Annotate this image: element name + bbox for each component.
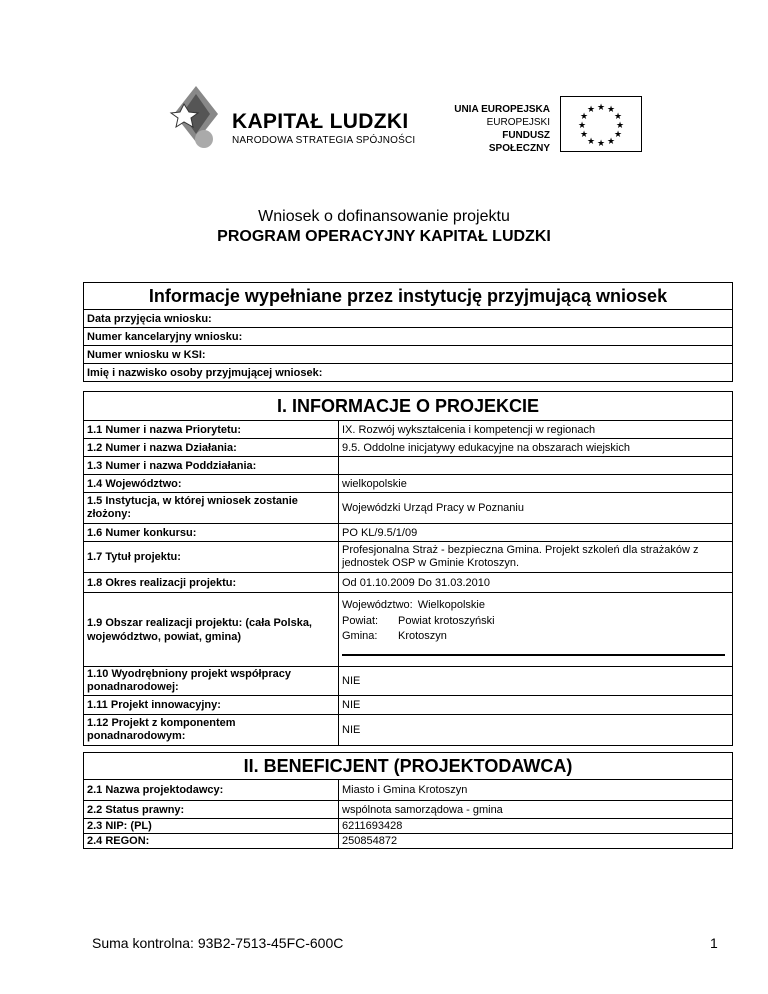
svg-text:★: ★ [613, 130, 623, 140]
table-row [84, 667, 732, 696]
intake-row: Imię i nazwisko osoby przyjmującej wniosek: [87, 366, 323, 379]
table-row [84, 475, 732, 493]
table-row [84, 819, 732, 834]
area-value [338, 593, 730, 666]
table-row [84, 593, 732, 667]
ue-line2: EUROPEJSKI [486, 117, 550, 128]
field-value: Profesjonalna Straż - bezpieczna Gmina. Projekt szkoleń dla strażaków z jednostek OSP w Gminie Krotoszyn. [338, 542, 730, 572]
field-value: NIE [338, 667, 730, 695]
field-label: 1.1 Numer i nazwa Priorytetu: [87, 423, 242, 436]
field-value: Wojewódzki Urząd Pracy w Poznaniu [338, 493, 730, 523]
intake-row: Data przyjęcia wniosku: [84, 310, 732, 328]
eu-flag-icon [560, 96, 642, 152]
table-row [84, 493, 732, 524]
field-label: 1.6 Numer konkursu: [87, 526, 197, 539]
county-value: Powiat krotoszyński [398, 615, 495, 627]
field-value: Od 01.10.2009 Do 31.03.2010 [338, 573, 730, 592]
svg-text:★: ★ [606, 105, 616, 115]
county-label: Powiat: [342, 615, 379, 627]
project-section [83, 391, 733, 746]
area-divider [342, 654, 725, 656]
commune-label: Gmina: [342, 630, 378, 642]
field-value: Miasto i Gmina Krotoszyn [338, 780, 730, 800]
kapital-ludzki-subtitle: NARODOWA STRATEGIA SPÓJNOŚCI [232, 135, 416, 146]
ue-line3: FUNDUSZ SPOŁECZNY [488, 130, 550, 154]
field-label: 2.4 REGON: [87, 835, 150, 847]
ue-text [440, 103, 550, 155]
svg-text:★: ★ [606, 137, 616, 147]
field-label: 2.1 Nazwa projektodawcy: [87, 784, 224, 796]
commune-value: Krotoszyn [398, 630, 447, 642]
table-row [84, 457, 732, 475]
svg-text:★: ★ [579, 130, 589, 140]
table-row [84, 573, 732, 593]
voivodeship-line [342, 599, 727, 611]
page-number: 1 [710, 935, 718, 951]
checksum: Suma kontrolna: 93B2-7513-45FC-600C [92, 935, 344, 951]
table-row [84, 780, 732, 801]
beneficiary-section [83, 752, 733, 849]
svg-text:★: ★ [615, 121, 625, 131]
project-heading: I. INFORMACJE O PROJEKCIE [84, 392, 732, 421]
svg-text:★: ★ [613, 112, 623, 122]
intake-section [83, 282, 733, 382]
svg-text:★: ★ [577, 121, 587, 131]
area-grid [342, 615, 727, 642]
field-value: wspólnota samorządowa - gmina [338, 801, 730, 818]
table-row [84, 801, 732, 819]
svg-text:★: ★ [586, 105, 596, 115]
field-label: 1.4 Województwo: [87, 477, 182, 490]
table-row [84, 439, 732, 457]
table-row [84, 715, 732, 745]
table-row [84, 524, 732, 542]
field-value: wielkopolskie [338, 475, 730, 492]
field-label: 1.7 Tytuł projektu: [87, 551, 181, 563]
field-value: IX. Rozwój wykształcenia i kompetencji w regionach [338, 421, 730, 438]
field-label: 1.3 Numer i nazwa Poddziałania: [87, 459, 257, 472]
field-value: 6211693428 [338, 819, 730, 833]
field-label: 1.8 Okres realizacji projektu: [87, 576, 237, 589]
beneficiary-heading: II. BENEFICJENT (PROJEKTODAWCA) [84, 753, 732, 780]
intake-heading: Informacje wypełniane przez instytucję przyjmującą wniosek [84, 283, 732, 310]
field-label: 2.3 NIP: (PL) [87, 820, 152, 832]
field-value: PO KL/9.5/1/09 [338, 524, 730, 541]
field-value: 9.5. Oddolne inicjatywy edukacyjne na obszarach wiejskich [338, 439, 730, 456]
intake-row: Numer kancelaryjny wniosku: [84, 328, 732, 346]
field-value [338, 457, 730, 474]
field-label: 2.2 Status prawny: [87, 803, 185, 816]
field-label: 1.12 Projekt z komponentem ponadnarodowym: [87, 717, 236, 742]
table-row [84, 834, 732, 848]
table-row [84, 421, 732, 439]
kapital-ludzki-logo-icon [166, 84, 226, 154]
field-label: 1.11 Projekt innowacyjny: [87, 699, 221, 711]
kapital-ludzki-title: KAPITAŁ LUDZKI [232, 110, 409, 133]
field-value: 250854872 [338, 834, 730, 848]
svg-text:★: ★ [596, 103, 606, 113]
program-title: PROGRAM OPERACYJNY KAPITAŁ LUDZKI [217, 228, 551, 245]
svg-text:★: ★ [596, 139, 606, 149]
voivodeship-value: Wielkopolskie [417, 599, 485, 611]
table-row [84, 696, 732, 715]
table-row [84, 542, 732, 573]
intake-row: Numer wniosku w KSI: [84, 346, 732, 364]
field-value: NIE [338, 715, 730, 745]
svg-text:★: ★ [586, 137, 596, 147]
field-value: NIE [338, 696, 730, 714]
svg-text:★: ★ [579, 112, 589, 122]
document-title: Wniosek o dofinansowanie projektu [258, 208, 510, 225]
voivodeship-label: Województwo: [342, 599, 413, 611]
field-label: 1.5 Instytucja, w której wniosek zostanie złożony: [87, 495, 298, 520]
field-label: 1.2 Numer i nazwa Działania: [87, 441, 237, 454]
field-label: 1.9 Obszar realizacji projektu: (cała Polska, województwo, powiat, gmina) [87, 616, 312, 643]
ue-line1: UNIA EUROPEJSKA [454, 104, 550, 115]
field-label: 1.10 Wyodrębniony projekt współpracy ponadnarodowej: [87, 668, 291, 693]
